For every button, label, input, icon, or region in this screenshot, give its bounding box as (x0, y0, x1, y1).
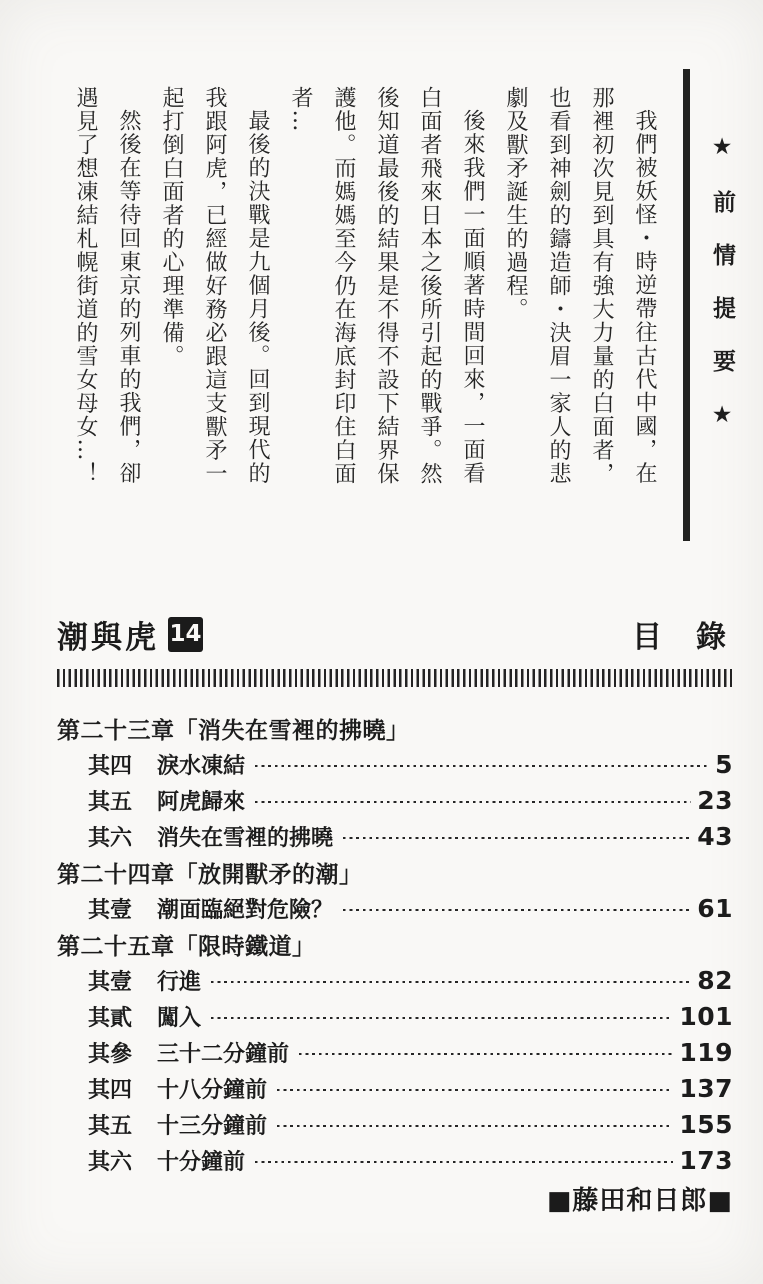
toc-entry (57, 962, 733, 998)
entry-label: 其貳 (88, 1005, 133, 1031)
entry-page-number: 23 (697, 785, 733, 815)
toc-entry (57, 782, 733, 818)
entry-title: 行進 (157, 969, 202, 995)
entry-label: 其六 (88, 825, 133, 851)
dotted-leader (211, 1017, 673, 1020)
chapter-heading: 第二十四章「放開獸矛的潮」 (57, 861, 363, 888)
entry-label: 其四 (88, 753, 133, 779)
entry-label: 其四 (88, 1077, 133, 1103)
entry-page-number: 173 (679, 1145, 733, 1175)
hatch-divider (57, 669, 733, 687)
entry-title: 淚水凍結 (157, 753, 246, 779)
entry-title: 十八分鐘前 (157, 1077, 268, 1103)
chapter-heading: 第二十五章「限時鐵道」 (57, 933, 316, 960)
entry-title: 闖入 (157, 1005, 202, 1031)
entry-title: 消失在雪裡的拂曉 (157, 825, 334, 851)
toc-entry (57, 890, 733, 926)
toc-entry (57, 1106, 733, 1142)
entry-page-number: 155 (679, 1109, 733, 1139)
toc-entry (57, 818, 733, 854)
dotted-leader (255, 801, 691, 804)
dotted-leader (299, 1053, 673, 1056)
dotted-leader (211, 981, 691, 984)
entry-title: 阿虎歸來 (157, 789, 246, 815)
volume-title-group (57, 612, 203, 657)
recap-header: ★前情提要★ (709, 134, 735, 458)
dotted-leader (343, 837, 691, 840)
entry-page-number: 82 (697, 965, 733, 995)
entry-label: 其壹 (88, 969, 133, 995)
entry-label: 其壹 (88, 897, 133, 923)
entry-label: 其參 (88, 1041, 133, 1067)
dotted-leader (277, 1125, 673, 1128)
chapter-heading: 第二十三章「消失在雪裡的拂曉」 (57, 717, 410, 744)
entry-label: 其五 (88, 789, 133, 815)
toc-entry (57, 1142, 733, 1178)
entry-title: 潮面臨絕對危險？ (157, 897, 334, 923)
recap-paragraph-3: 最後的決戰是九個月後。回到現代的我跟阿虎，已經做好務必跟這支獸矛一起打倒白面者的心理準備。 (159, 86, 270, 486)
toc-section (57, 612, 733, 1215)
toc-entry (57, 1034, 733, 1070)
entry-title: 十三分鐘前 (157, 1113, 268, 1139)
entry-page-number: 119 (679, 1037, 733, 1067)
entry-title: 三十二分鐘前 (157, 1041, 290, 1067)
entry-page-number: 61 (697, 893, 733, 923)
volume-number-badge: 14 (168, 617, 203, 652)
entry-page-number: 137 (679, 1073, 733, 1103)
toc-entry (57, 998, 733, 1034)
dotted-leader (255, 765, 709, 768)
recap-text (64, 86, 666, 490)
recap-paragraph-2: 後來我們一面順著時間回來，一面看白面者飛來日本之後所引起的戰爭。然後知道最後的結果是不得不設下結界保護他。而媽媽至今仍在海底封印住白面者… (288, 86, 485, 486)
entry-page-number: 43 (697, 821, 733, 851)
dotted-leader (277, 1089, 673, 1092)
volume-title: 潮與虎 (57, 619, 159, 656)
toc-entry (57, 746, 733, 782)
toc-titlebar (57, 612, 733, 656)
entry-page-number: 101 (679, 1001, 733, 1031)
recap-divider-bar (683, 69, 690, 541)
recap-paragraph-1: 我們被妖怪・時逆帶往古代中國，在那裡初次見到具有強大力量的白面者，也看到神劍的鑄造師・決眉一家人的悲劇及獸矛誕生的過程。 (503, 86, 657, 486)
dotted-leader (343, 909, 691, 912)
toc-heading: 目 錄 (632, 620, 728, 655)
entry-page-number: 5 (715, 749, 733, 779)
author-credit: ■藤田和日郎■ (546, 1185, 733, 1216)
recap-paragraph-4: 然後在等待回東京的列車的我們，卻遇見了想凍結札幌街道的雪女母女…！ (73, 86, 141, 486)
entry-label: 其五 (88, 1113, 133, 1139)
toc-entry (57, 1070, 733, 1106)
entry-title: 十分鐘前 (157, 1149, 246, 1175)
toc-rows (57, 710, 733, 1178)
entry-label: 其六 (88, 1149, 133, 1175)
dotted-leader (255, 1161, 673, 1164)
